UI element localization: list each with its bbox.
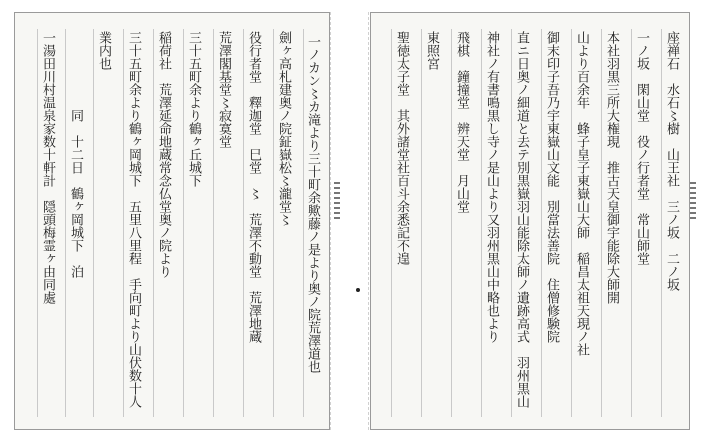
text-column: 業内也 <box>96 31 111 70</box>
left-page <box>14 12 330 430</box>
text-column: 一湯田川村温泉家数十軒計 隠頭梅霊ヶ由同處 <box>40 31 55 304</box>
text-column: 荒澤閣基堂〻寂寞堂 <box>216 31 231 148</box>
text-column: 三十五町余より鶴ヶ丘城下 <box>186 31 201 187</box>
page-edge-mark <box>690 182 696 222</box>
column-rule <box>391 29 392 417</box>
text-column: 聖徳太子堂 其外諸堂社百斗余悉記不遑 <box>394 31 409 265</box>
column-rule <box>183 29 184 417</box>
column-rule <box>93 29 94 417</box>
text-column: 東照宮 <box>424 31 439 70</box>
column-rule <box>153 29 154 417</box>
column-rule <box>661 29 662 417</box>
right-page <box>370 12 690 430</box>
column-rule <box>541 29 542 417</box>
text-column: 神社ノ有書鳴黒し寺ノ是山より又羽州黒山中略也より <box>484 31 499 343</box>
text-column: 同 十二日 鶴ヶ岡城下 泊 <box>68 109 83 278</box>
page-edge-mark <box>334 182 340 222</box>
binding-margin <box>350 12 369 430</box>
column-rule <box>481 29 482 417</box>
column-rule <box>123 29 124 417</box>
text-column: 山より百余年 蜂子皇子東嶽山大師 稲昌太祖天現ノ社 <box>574 31 589 356</box>
column-rule <box>213 29 214 417</box>
column-rule <box>421 29 422 417</box>
text-column: 一ノカン〻カ滝より三十町余歟藤ノ是より奥ノ院荒澤道也 <box>305 35 320 373</box>
column-rule <box>631 29 632 417</box>
ink-dot <box>356 288 360 292</box>
column-rule <box>601 29 602 417</box>
column-rule <box>37 29 38 417</box>
text-column: 飛棋 鐘撞堂 辨天堂 月山堂 <box>454 31 469 213</box>
column-rule <box>243 29 244 417</box>
text-column: 劍ヶ高札建奥ノ院鉦嶽松〻瀧堂〻 <box>276 31 291 226</box>
column-rule <box>511 29 512 417</box>
text-column: 御末印子吾乃宇東嶽山文能 別當法善院 住僧修験院 <box>544 31 559 343</box>
column-rule <box>303 29 304 417</box>
column-rule <box>571 29 572 417</box>
column-rule <box>273 29 274 417</box>
text-column: 座禅石 水石〻樹 山王社 三ノ坂 二ノ坂 <box>664 31 679 291</box>
text-column: 三十五町余より鶴ヶ岡城下 五里八里程 手向町より山伏数十人 <box>126 31 141 408</box>
text-column: 稲荷社 荒澤延命地蔵常念仏堂奥ノ院より <box>156 31 171 278</box>
text-column: 本社羽黒三所大権現 推古天皇御宇能除大師開 <box>604 31 619 304</box>
text-column: 直ニ日奥ノ細道と去テ別黒嶽羽山能除太師ノ遺跡高式 羽州黒山 <box>514 31 529 408</box>
column-rule <box>451 29 452 417</box>
column-rule <box>65 29 66 417</box>
text-column: 一ノ坂 閑山堂 役ノ行者堂 常山師堂 <box>634 31 649 265</box>
text-column: 役行者堂 釋迦堂 巳堂 〻 荒澤不動堂 荒澤地蔵 <box>246 31 261 343</box>
